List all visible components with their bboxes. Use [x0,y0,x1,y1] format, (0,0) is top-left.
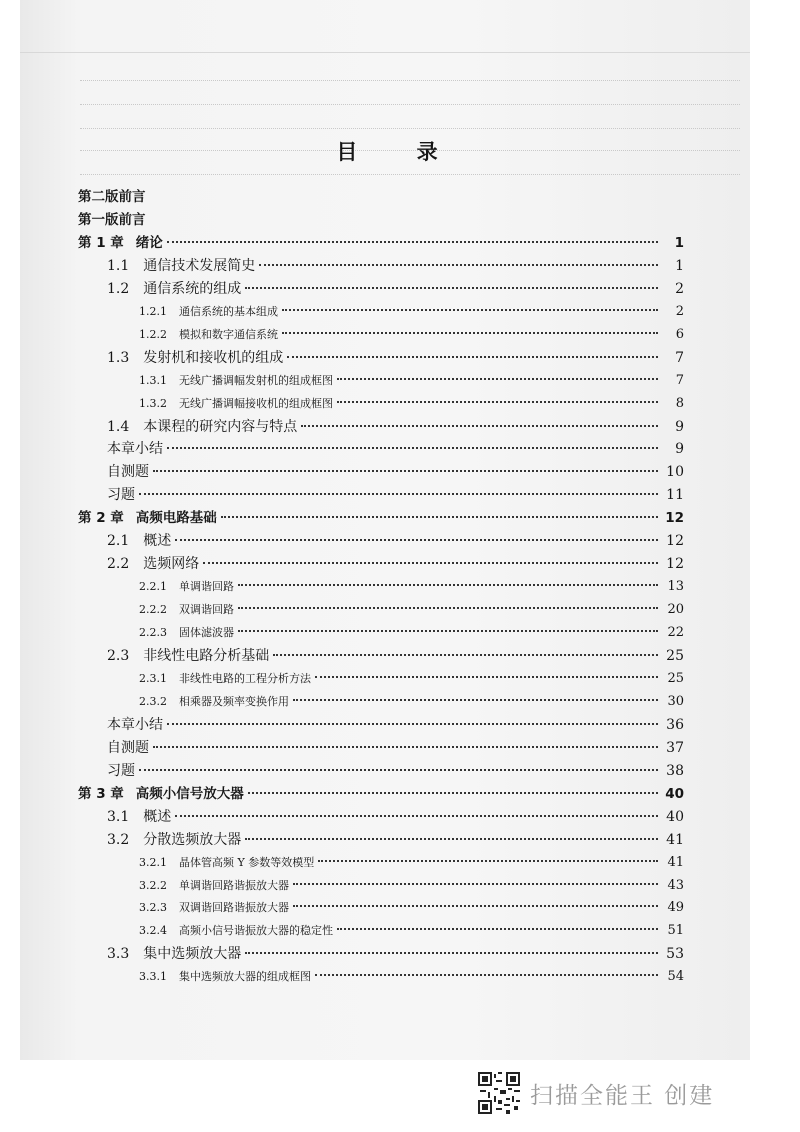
toc-page-number: 11 [666,487,684,504]
scanner-watermark [478,1072,714,1114]
toc-page-number: 40 [665,785,684,802]
toc-page-number: 7 [675,372,684,388]
toc-page-number: 41 [666,831,684,848]
toc-entry-title: 无线广播调幅发射机的组成框图 [179,373,333,387]
toc-leader-dots [153,746,658,748]
toc-entry [139,692,684,712]
toc-leader-dots [282,332,658,334]
toc-entry [107,807,684,827]
toc-entry-number: 3.2 [107,831,130,848]
toc-page-number: 1 [675,257,684,274]
toc-page-number: 7 [675,349,684,366]
toc-entry-number: 3.3.1 [139,970,167,984]
toc-entry-number: 1.2 [107,280,130,297]
toc-leader-dots [139,493,658,495]
toc-leader-dots [167,723,658,725]
toc-entry-number: 2.2.3 [139,626,167,640]
toc-page-number: 10 [666,464,684,481]
toc-page-number: 25 [667,670,684,686]
toc-entry-number: 1.2.1 [139,304,167,318]
toc-page-number: 12 [666,533,684,550]
toc-entry-number: 2.2 [107,556,130,573]
toc-entry-number: 1.2.2 [139,327,167,341]
toc-entry [139,898,684,918]
toc-page-number: 20 [667,602,684,618]
toc-entry-title: 通信系统的组成 [143,280,242,297]
toc-entry [107,439,684,459]
toc-leader-dots [175,815,658,817]
toc-entry [107,417,684,437]
toc-page-number: 38 [666,762,684,779]
toc-page-number: 54 [667,969,684,985]
toc-leader-dots [293,699,658,701]
toc-entry [139,853,684,873]
toc-entry-number: 1.4 [107,418,130,435]
toc-entry-number: 3.2.1 [139,855,167,869]
toc-entry [107,830,684,850]
toc-entry-title: 绪论 [135,234,163,251]
toc-page-number: 12 [666,556,684,573]
toc-leader-dots [245,287,658,289]
toc-entry-title: 发射机和接收机的组成 [143,349,284,366]
toc-page-number: 12 [665,510,684,527]
toc-leader-dots [273,654,658,656]
toc-entry [107,738,684,758]
toc-entry-number: 第 1 章 [78,234,124,251]
toc-entry-title: 高频电路基础 [135,510,217,527]
toc-entry-number: 3.2.3 [139,901,167,915]
toc-page-number: 22 [667,625,684,641]
qr-code-icon [478,1072,520,1114]
toc-entry [139,394,684,414]
toc-entry-title: 第二版前言 [78,189,146,205]
toc-entry [107,485,684,505]
toc-entry [107,944,684,964]
toc-entry-number: 第 3 章 [78,785,124,802]
toc-leader-dots [167,241,658,243]
toc-entry-title: 双调谐回路谐振放大器 [179,901,289,915]
toc-entry-number: 2.2.1 [139,580,167,594]
toc-leader-dots [175,539,658,541]
toc-entry [107,646,684,666]
toc-leader-dots [315,974,658,976]
toc-entry-number: 3.1 [107,808,130,825]
toc-leader-dots [315,676,658,678]
toc-entry-title: 集中选频放大器的组成框图 [179,970,311,984]
toc-entry-title: 高频小信号谐振放大器的稳定性 [179,924,333,938]
toc-page-number: 36 [666,716,684,733]
toc-entry-number: 1.1 [107,257,130,274]
toc-entry-title: 模拟和数字通信系统 [179,327,278,341]
toc-entry-title: 非线性电路分析基础 [143,648,270,664]
toc-page-number: 9 [675,418,684,435]
toc-page-number: 13 [667,579,684,595]
toc-entry-title: 本章小结 [107,716,163,733]
toc-leader-dots [301,425,658,427]
toc-entry-number: 2.3 [107,648,130,664]
toc-entry-title: 习题 [107,762,135,779]
toc-page-number: 49 [667,900,684,916]
toc-entry-number: 2.3.2 [139,694,167,708]
toc-page-number: 43 [667,877,684,893]
toc-leader-dots [203,562,658,564]
toc-entry-title: 自测题 [107,464,149,481]
toc-entry [139,623,684,643]
toc-leader-dots [293,883,658,885]
toc-entry-title: 第一版前言 [78,211,146,228]
toc-leader-dots [153,470,658,472]
toc-page-number: 53 [666,946,684,963]
toc-leader-dots [259,264,658,266]
toc-leader-dots [287,356,658,358]
toc-entry-number: 1.3.1 [139,373,167,387]
toc-entry [78,210,146,230]
toc-entry-title: 单调谐回路 [179,580,234,594]
toc-entry-number: 3.3 [107,946,130,963]
toc-entry-title: 集中选频放大器 [143,946,242,963]
toc-entry-title: 概述 [143,808,172,825]
toc-page-number: 8 [675,395,684,411]
page-title: 目 录 [336,140,464,164]
toc-entry-number: 2.1 [107,533,130,550]
toc-entry-number: 2.3.1 [139,671,167,685]
toc-entry [78,187,146,207]
toc-entry [139,371,684,391]
toc-entry-title: 通信系统的基本组成 [179,304,278,318]
toc-entry [78,508,684,528]
toc-page-number: 37 [666,739,684,756]
toc-entry [107,554,684,574]
toc-leader-dots [238,584,658,586]
toc-entry [139,600,684,620]
toc-entry-title: 自测题 [107,739,149,756]
toc-page-number: 2 [675,303,684,319]
toc-entry [139,325,684,345]
toc-entry-title: 本课程的研究内容与特点 [143,418,298,435]
toc-page-number: 30 [667,693,684,709]
toc-entry-title: 本章小结 [107,441,163,458]
toc-entry [107,348,684,368]
toc-leader-dots [167,447,658,449]
toc-entry-title: 单调谐回路谐振放大器 [179,878,289,892]
toc-entry [107,761,684,781]
toc-leader-dots [248,792,658,794]
toc-entry [78,784,684,804]
toc-entry [78,233,684,253]
toc-entry [139,876,684,896]
toc-leader-dots [238,607,658,609]
toc-leader-dots [139,769,658,771]
toc-page-number: 40 [666,808,684,825]
toc-entry-title: 相乘器及频率变换作用 [179,694,289,708]
toc-entry-number: 3.2.4 [139,924,167,938]
toc-entry [107,462,684,482]
toc-entry-title: 通信技术发展简史 [143,257,256,274]
toc-leader-dots [337,378,658,380]
toc-entry-title: 选频网络 [143,556,200,573]
toc-entry [107,256,684,276]
toc-entry-title: 晶体管高频 Y 参数等效模型 [179,855,315,869]
toc-entry-title: 分散选频放大器 [143,831,242,848]
toc-leader-dots [293,905,658,907]
toc-entry-title: 固体滤波器 [179,626,234,640]
toc-entry [139,302,684,322]
toc-leader-dots [282,309,658,311]
toc-page-number: 2 [675,280,684,297]
toc-page-number: 1 [674,234,684,251]
toc-entry [107,715,684,735]
toc-page-number: 25 [666,648,684,664]
toc-leader-dots [221,516,658,518]
toc-entry [139,577,684,597]
toc-page-number: 9 [675,441,684,458]
toc-leader-dots [337,401,658,403]
toc-entry-number: 第 2 章 [78,510,124,527]
toc-entry-title: 无线广播调幅接收机的组成框图 [179,396,333,410]
toc-entry [107,279,684,299]
toc-page-number: 6 [675,326,684,342]
scanner-brand-text: 扫描全能王 创建 [530,1082,715,1109]
toc-page-number: 51 [667,923,684,939]
toc-entry [139,669,684,689]
toc-entry [139,967,684,987]
toc-leader-dots [318,860,658,862]
toc-entry-title: 概述 [143,533,172,550]
toc-entry-number: 1.3 [107,349,130,366]
toc-entry-title: 双调谐回路 [179,603,234,617]
toc-entry-title: 习题 [107,487,135,504]
toc-entry [139,921,684,941]
toc-leader-dots [245,838,658,840]
toc-entry-title: 高频小信号放大器 [135,785,244,802]
toc-leader-dots [245,952,658,954]
toc-entry-number: 1.3.2 [139,396,167,410]
toc-entry-number: 2.2.2 [139,603,167,617]
toc-entry-title: 非线性电路的工程分析方法 [179,671,311,685]
toc-leader-dots [337,928,658,930]
toc-page-number: 41 [667,854,684,870]
toc-leader-dots [238,630,658,632]
toc-entry-number: 3.2.2 [139,878,167,892]
toc-entry [107,531,684,551]
